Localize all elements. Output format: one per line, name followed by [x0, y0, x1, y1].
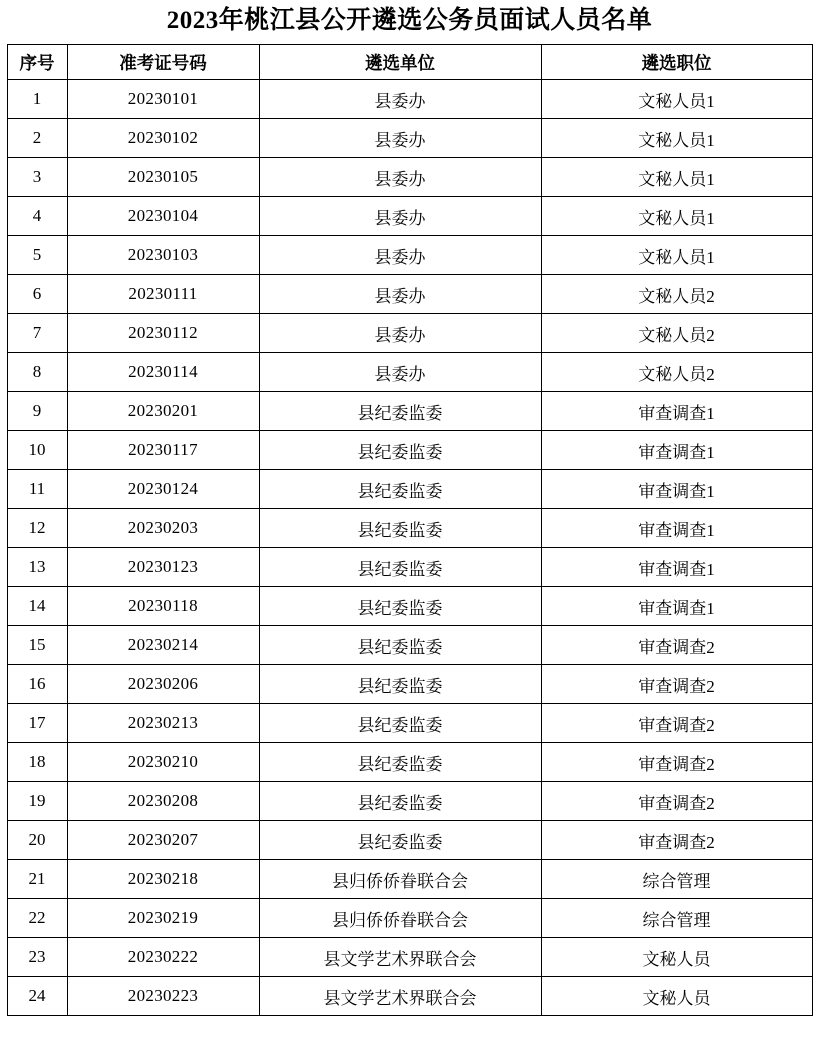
cell-unit: 县纪委监委	[259, 665, 541, 704]
table-row	[7, 821, 812, 860]
cell-admission-number: 20230210	[67, 743, 259, 782]
cell-admission-number: 20230219	[67, 899, 259, 938]
table-row	[7, 665, 812, 704]
cell-sequence: 24	[7, 977, 67, 1016]
cell-position: 文秘人员1	[541, 158, 812, 197]
table-row	[7, 197, 812, 236]
table-body	[7, 80, 812, 1016]
cell-sequence: 4	[7, 197, 67, 236]
cell-unit: 县纪委监委	[259, 587, 541, 626]
cell-unit: 县纪委监委	[259, 431, 541, 470]
table-row	[7, 80, 812, 119]
cell-admission-number: 20230105	[67, 158, 259, 197]
cell-position: 审查调查1	[541, 470, 812, 509]
table-row	[7, 782, 812, 821]
cell-sequence: 11	[7, 470, 67, 509]
cell-sequence: 20	[7, 821, 67, 860]
table-row	[7, 158, 812, 197]
cell-sequence: 8	[7, 353, 67, 392]
cell-admission-number: 20230123	[67, 548, 259, 587]
cell-admission-number: 20230118	[67, 587, 259, 626]
cell-position: 审查调查1	[541, 392, 812, 431]
cell-unit: 县纪委监委	[259, 626, 541, 665]
cell-position: 文秘人员	[541, 938, 812, 977]
cell-sequence: 19	[7, 782, 67, 821]
table-row	[7, 743, 812, 782]
table-header-row	[7, 45, 812, 80]
cell-admission-number: 20230218	[67, 860, 259, 899]
column-header-position: 遴选职位	[541, 45, 812, 80]
cell-position: 审查调查2	[541, 665, 812, 704]
cell-sequence: 14	[7, 587, 67, 626]
cell-admission-number: 20230222	[67, 938, 259, 977]
cell-unit: 县纪委监委	[259, 821, 541, 860]
cell-unit: 县归侨侨眷联合会	[259, 860, 541, 899]
cell-sequence: 2	[7, 119, 67, 158]
cell-sequence: 12	[7, 509, 67, 548]
cell-admission-number: 20230114	[67, 353, 259, 392]
table-row	[7, 392, 812, 431]
cell-unit: 县委办	[259, 236, 541, 275]
cell-position: 综合管理	[541, 899, 812, 938]
cell-unit: 县纪委监委	[259, 704, 541, 743]
table-row	[7, 938, 812, 977]
cell-position: 文秘人员1	[541, 197, 812, 236]
cell-unit: 县委办	[259, 275, 541, 314]
cell-position: 文秘人员1	[541, 80, 812, 119]
cell-unit: 县纪委监委	[259, 782, 541, 821]
cell-admission-number: 20230101	[67, 80, 259, 119]
table-row	[7, 509, 812, 548]
cell-unit: 县纪委监委	[259, 509, 541, 548]
cell-position: 文秘人员2	[541, 275, 812, 314]
table-row	[7, 470, 812, 509]
cell-sequence: 7	[7, 314, 67, 353]
cell-position: 审查调查1	[541, 431, 812, 470]
cell-admission-number: 20230117	[67, 431, 259, 470]
cell-admission-number: 20230124	[67, 470, 259, 509]
column-header-sequence: 序号	[7, 45, 67, 80]
cell-sequence: 1	[7, 80, 67, 119]
table-row	[7, 353, 812, 392]
cell-position: 审查调查2	[541, 743, 812, 782]
table-row	[7, 626, 812, 665]
cell-unit: 县委办	[259, 80, 541, 119]
cell-unit: 县委办	[259, 197, 541, 236]
cell-sequence: 17	[7, 704, 67, 743]
cell-admission-number: 20230203	[67, 509, 259, 548]
cell-admission-number: 20230214	[67, 626, 259, 665]
interview-roster-table	[7, 44, 813, 1016]
cell-sequence: 21	[7, 860, 67, 899]
cell-position: 文秘人员2	[541, 314, 812, 353]
cell-sequence: 18	[7, 743, 67, 782]
cell-position: 审查调查1	[541, 509, 812, 548]
cell-position: 审查调查2	[541, 821, 812, 860]
cell-unit: 县文学艺术界联合会	[259, 938, 541, 977]
cell-sequence: 9	[7, 392, 67, 431]
cell-admission-number: 20230223	[67, 977, 259, 1016]
cell-unit: 县委办	[259, 314, 541, 353]
cell-position: 审查调查2	[541, 782, 812, 821]
cell-position: 综合管理	[541, 860, 812, 899]
cell-sequence: 6	[7, 275, 67, 314]
cell-unit: 县纪委监委	[259, 743, 541, 782]
cell-position: 审查调查1	[541, 587, 812, 626]
table-header	[7, 45, 812, 80]
cell-admission-number: 20230111	[67, 275, 259, 314]
cell-unit: 县委办	[259, 353, 541, 392]
cell-unit: 县纪委监委	[259, 392, 541, 431]
cell-position: 文秘人员	[541, 977, 812, 1016]
cell-position: 审查调查2	[541, 626, 812, 665]
cell-position: 文秘人员1	[541, 236, 812, 275]
table-row	[7, 860, 812, 899]
cell-sequence: 16	[7, 665, 67, 704]
cell-position: 审查调查1	[541, 548, 812, 587]
cell-position: 审查调查2	[541, 704, 812, 743]
table-row	[7, 275, 812, 314]
column-header-admission-number: 准考证号码	[67, 45, 259, 80]
cell-admission-number: 20230201	[67, 392, 259, 431]
cell-admission-number: 20230104	[67, 197, 259, 236]
table-row	[7, 119, 812, 158]
cell-unit: 县文学艺术界联合会	[259, 977, 541, 1016]
cell-sequence: 23	[7, 938, 67, 977]
cell-admission-number: 20230103	[67, 236, 259, 275]
cell-sequence: 22	[7, 899, 67, 938]
cell-unit: 县纪委监委	[259, 470, 541, 509]
cell-sequence: 3	[7, 158, 67, 197]
table-row	[7, 548, 812, 587]
cell-admission-number: 20230207	[67, 821, 259, 860]
table-row	[7, 587, 812, 626]
cell-sequence: 15	[7, 626, 67, 665]
cell-admission-number: 20230112	[67, 314, 259, 353]
table-row	[7, 314, 812, 353]
cell-sequence: 13	[7, 548, 67, 587]
cell-unit: 县委办	[259, 119, 541, 158]
cell-sequence: 10	[7, 431, 67, 470]
table-row	[7, 899, 812, 938]
table-row	[7, 431, 812, 470]
cell-sequence: 5	[7, 236, 67, 275]
page-title: 2023年桃江县公开遴选公务员面试人员名单	[166, 7, 653, 34]
cell-unit: 县委办	[259, 158, 541, 197]
cell-admission-number: 20230102	[67, 119, 259, 158]
column-header-unit: 遴选单位	[259, 45, 541, 80]
cell-position: 文秘人员1	[541, 119, 812, 158]
table-row	[7, 704, 812, 743]
cell-unit: 县归侨侨眷联合会	[259, 899, 541, 938]
cell-position: 文秘人员2	[541, 353, 812, 392]
cell-admission-number: 20230206	[67, 665, 259, 704]
table-row	[7, 236, 812, 275]
cell-admission-number: 20230208	[67, 782, 259, 821]
cell-admission-number: 20230213	[67, 704, 259, 743]
table-row	[7, 977, 812, 1016]
cell-unit: 县纪委监委	[259, 548, 541, 587]
